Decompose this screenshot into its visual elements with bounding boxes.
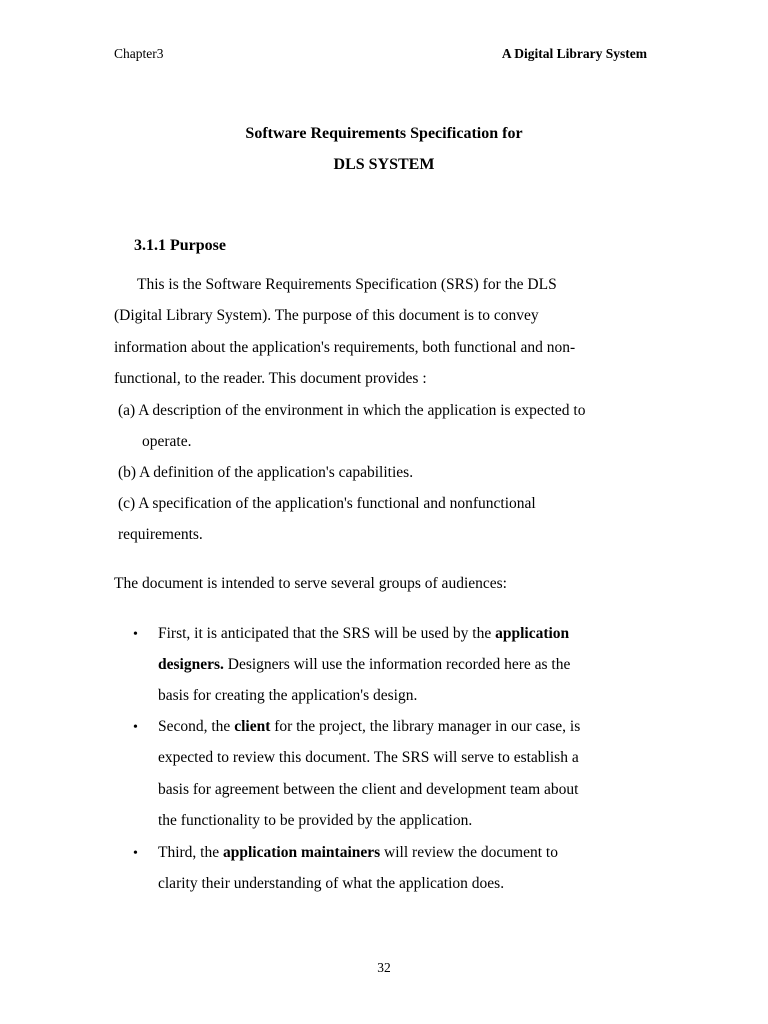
bullet-icon: •	[133, 846, 138, 861]
bullet-2-line-3: basis for agreement between the client and development team about	[158, 781, 579, 798]
bullet-1-line-2: designers. Designers will use the information recorded here as the	[158, 656, 571, 673]
bullet-2-line-1: Second, the client for the project, the library manager in our case, is	[158, 718, 581, 735]
provides-item-b: (b) A definition of the application's capabilities.	[118, 464, 414, 481]
bullet-3-line-1: Third, the application maintainers will review the document to	[158, 844, 558, 861]
bullet-icon: •	[133, 627, 138, 642]
section-heading: 3.1.1 Purpose	[134, 237, 226, 254]
running-header-chapter: Chapter3	[114, 46, 164, 61]
page-number: 32	[377, 960, 391, 975]
intro-line-1: This is the Software Requirements Specification (SRS) for the DLS	[137, 276, 557, 293]
document-title-line2: DLS SYSTEM	[333, 156, 435, 173]
intro-line-3: information about the application's requirements, both functional and non-	[114, 339, 576, 356]
provides-item-a: (a) A description of the environment in which the application is expected to	[118, 402, 586, 419]
provides-item-c-cont: requirements.	[118, 526, 203, 543]
bullet-1-line-1: First, it is anticipated that the SRS will be used by the application	[158, 625, 570, 642]
intro-line-2: (Digital Library System). The purpose of this document is to convey	[114, 307, 539, 324]
bullet-2-line-4: the functionality to be provided by the application.	[158, 812, 473, 829]
bullet-icon: •	[133, 720, 138, 735]
running-header-title: A Digital Library System	[501, 46, 647, 61]
intro-line-4: functional, to the reader. This document provides :	[114, 370, 427, 387]
audience-intro: The document is intended to serve several groups of audiences:	[114, 575, 507, 592]
bullet-3-line-2: clarity their understanding of what the application does.	[158, 875, 505, 892]
bullet-2-line-2: expected to review this document. The SRS will serve to establish a	[158, 749, 579, 766]
bullet-1-line-3: basis for creating the application's design.	[158, 687, 418, 704]
document-title-line1: Software Requirements Specification for	[245, 125, 523, 142]
provides-item-c: (c) A specification of the application's functional and nonfunctional	[118, 495, 536, 512]
provides-item-a-cont: operate.	[142, 433, 192, 450]
